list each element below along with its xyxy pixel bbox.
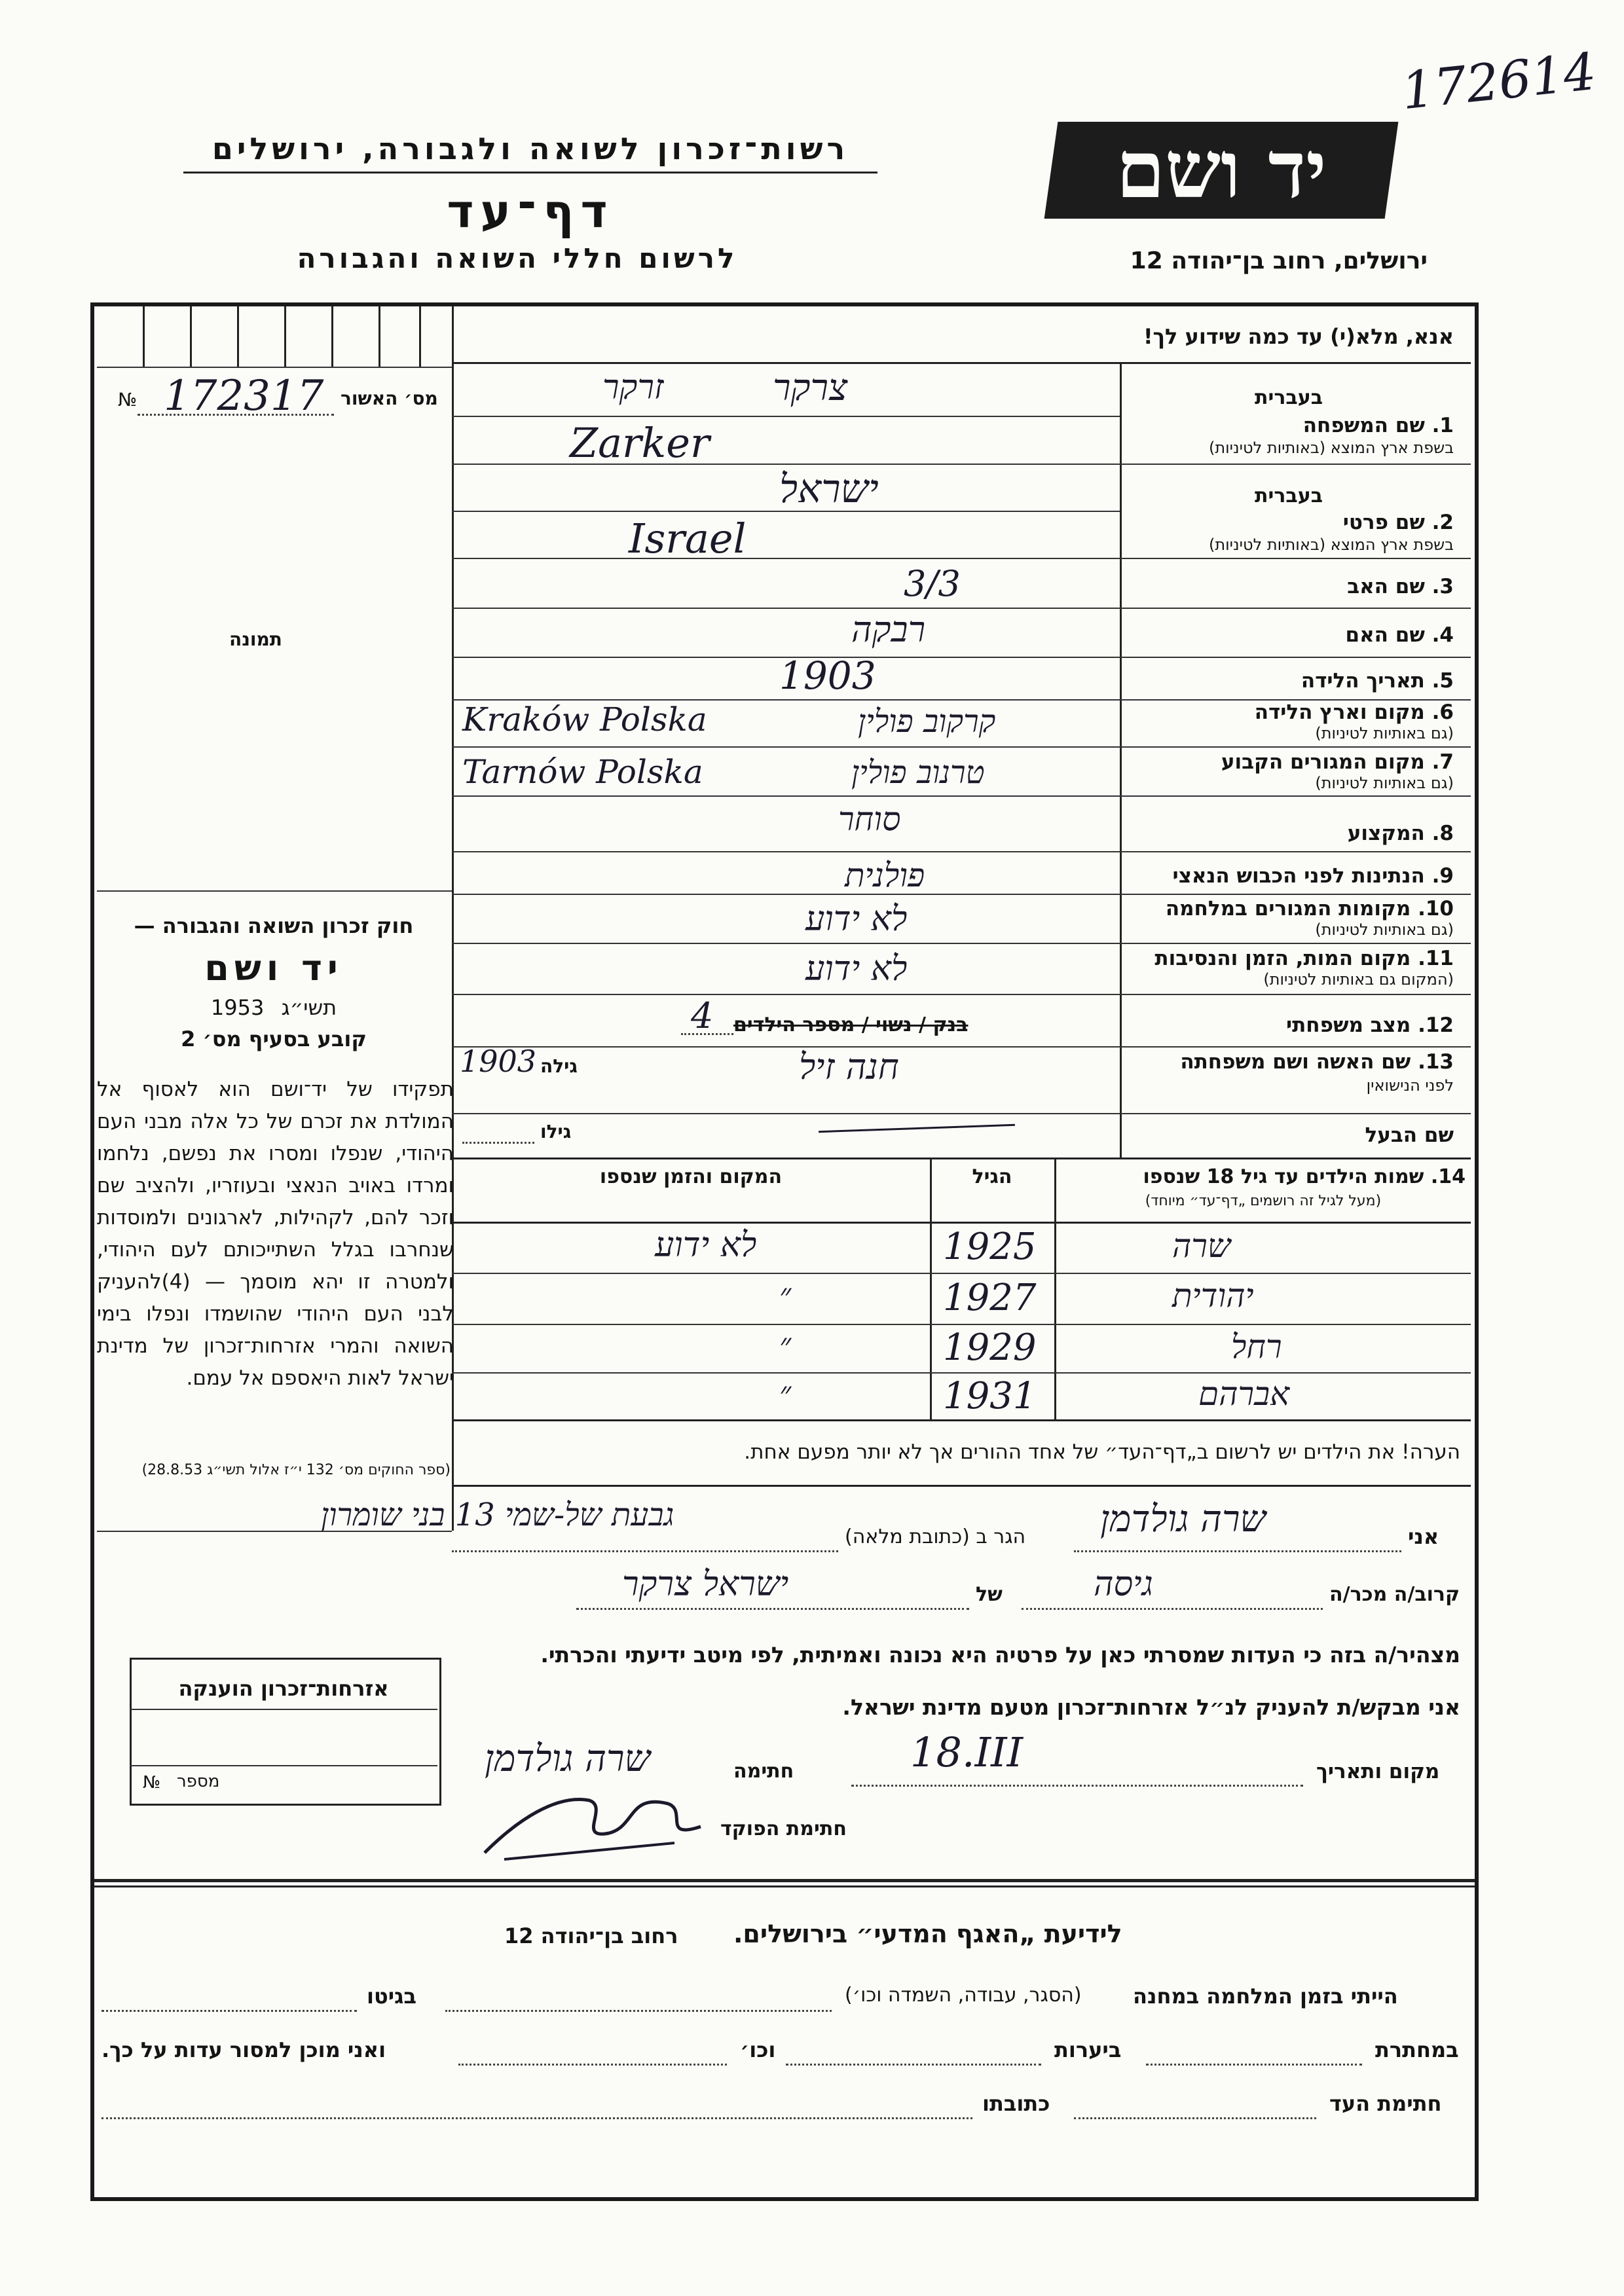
field-1-sub: בשפת ארץ המוצא (באותיות לטיניות) [1209, 439, 1454, 457]
footer-line2-dots-b [786, 2064, 1041, 2066]
of-dots [576, 1608, 969, 1610]
field-11-value: לא ידוע [805, 949, 908, 989]
law-name: יד ושם [204, 947, 343, 989]
field-5-value: 1903 [779, 653, 876, 698]
field-12-children: 4 [691, 995, 714, 1036]
footer-line2-a: במחתרת [1375, 2037, 1459, 2062]
field-4-label: 4. שם האם [1345, 623, 1454, 647]
child-1-place: לא ידוע [655, 1226, 757, 1265]
yad-vashem-logo: יד ושם [1116, 124, 1327, 216]
row-line [452, 746, 1471, 748]
law-year: 1953 [210, 995, 265, 1020]
registration-label: מס׳ האשור [341, 388, 438, 409]
field-6-latin: Kraków Polska [462, 701, 707, 738]
field-12-label: 12. מצב משפחתי [1285, 1013, 1454, 1037]
footer-rule-1 [94, 1879, 1475, 1882]
note-rule [452, 1485, 1471, 1487]
children-age-header: הגיל [972, 1165, 1012, 1188]
children-col-divider-b [1054, 1157, 1056, 1419]
row-line [452, 894, 1471, 895]
of-value: ישראל צרקר [622, 1565, 789, 1604]
stamp-number-label: מספר [177, 1772, 220, 1791]
row-line [452, 1113, 1471, 1114]
field-1-latin: Zarker [570, 419, 710, 467]
row-line [452, 851, 1471, 852]
field-6-label: 6. מקום וארץ הלידה [1254, 701, 1454, 724]
signature-value: שרה גולדמן [485, 1738, 651, 1780]
field-3-value: 3/3 [904, 563, 961, 604]
field-3-label: 3. שם האב [1347, 575, 1454, 598]
field-1-hebrew-alt: זרקר [602, 368, 664, 407]
address-value: גבעת של-שמי 13 בני שומרון [321, 1497, 674, 1533]
child-1-year: 1925 [943, 1226, 1037, 1268]
footer-line2-b: ביערות [1054, 2037, 1122, 2062]
child-4-year: 1931 [943, 1375, 1037, 1417]
field-1-label: 1. שם המשפחה [1302, 414, 1454, 437]
row-line [452, 558, 1471, 559]
child-4-place: ״ [779, 1375, 792, 1412]
authority-underline [183, 172, 877, 173]
law-body: תפקידו של יד־ושם הוא לאסוף אל המולדת את זכרם של כל אלה מבני העם היהודי, שנפלו ומסרו את נפשם, נלחמו ומרדו באויב הנאצי ובעוזריו, ולהציב שם וזכר להם, לקהילות, לארגונים ולמוסדות שנחרבו בגלל השתייכותם לעם היהודי, ולמטרה זו יהא מוסמך — (4)להעניק לבני העם היהודי שהושמדו ונפלו בימי השואה והמרי אזרחות־זכרון של מדינת ישראל לאות היאספם אל עמם. [97, 1078, 454, 1390]
footer-line2-dots-a [1146, 2064, 1362, 2066]
footer-address: רחוב בן־יהודה 12 [504, 1923, 678, 1948]
registration-no-prefix: № [118, 389, 138, 410]
children-title: 14. שמות הילדים עד גיל 18 שנספו [1143, 1165, 1466, 1188]
law-title: חוק זכרון השואה והגבורה — [134, 913, 414, 938]
law-top-rule [97, 890, 452, 892]
form-subtitle: לרשום חללי השואה והגבורה [297, 242, 738, 274]
law-source: (ספר החוקים מס׳ 132 י״ז אלול תשי״ג 28.8.53) [141, 1462, 451, 1478]
child-3-place: ״ [779, 1326, 792, 1363]
registration-number: 172317 [164, 372, 324, 420]
registration-box-tick [143, 306, 145, 367]
stamp-no-prefix: № [143, 1773, 161, 1793]
place-date-dots [851, 1785, 1303, 1787]
field-10-value: לא ידוע [805, 900, 908, 939]
field-11-label: 11. מקום המות, הזמן והנסיבות [1154, 947, 1454, 970]
field-13-age-label: גילה [540, 1055, 578, 1077]
registration-box-tick [284, 306, 286, 367]
footer-line1-c: בגיטו [367, 1984, 416, 2009]
row-line [452, 657, 1471, 658]
child-2-year: 1927 [943, 1277, 1037, 1319]
field-7-hebrew: טרנוב פולין [851, 754, 985, 791]
request-text: אני מבקש/ת להעניק לנ״ל אזרחות־זכרון מטעם מדינת ישראל. [842, 1694, 1460, 1720]
footer-line3-b: כתובתו [982, 2091, 1050, 2116]
field-9-value: פולנית [845, 856, 925, 894]
officer-label: חתימת הפוקד [720, 1817, 847, 1840]
field-13-sub: לפני הנישואין [1366, 1076, 1454, 1095]
footer-line1-dots-b [101, 2010, 357, 2012]
field-10-sub: (גם באותיות לטיניות) [1315, 920, 1454, 939]
child-2-name: יהודית [1172, 1277, 1254, 1315]
row-line [452, 1046, 1471, 1048]
footer-line2-d: ואני מוכן למסור עדות על כך. [101, 2037, 386, 2062]
field-10-label: 10. מקומות המגורים במלחמה [1165, 897, 1454, 920]
law-clause: קובע בסעיף מס׳ 2 [181, 1027, 367, 1051]
footer-line1-b: (הסגר, עבודה, השמדה וכו׳) [845, 1984, 1082, 2007]
footer-line2-c: וכו׳ [740, 2037, 776, 2062]
field-6-sub: (גם באותיות לטיניות) [1315, 724, 1454, 742]
registration-dots [138, 414, 334, 416]
field-7-label: 7. מקום המגורים הקבוע [1221, 750, 1454, 774]
signature-label: חתימה [733, 1760, 794, 1783]
stamp-title: אזרחות־זכרון הוענקה [178, 1676, 389, 1701]
husband-label: שם הבעל [1365, 1123, 1454, 1147]
field-11-sub: (המקום גם באותיות לטיניות) [1263, 970, 1454, 989]
resides-label: הגר ב (כתובת מלאה) [845, 1525, 1026, 1548]
row-line [452, 994, 1471, 995]
row-line [452, 795, 1471, 797]
children-col-divider-a [930, 1157, 932, 1419]
relation-value: גיסה [1094, 1565, 1153, 1604]
field-8-label: 8. המקצוע [1347, 822, 1454, 845]
footer-rule-2 [94, 1886, 1475, 1887]
children-subtitle: (מעל לגיל זה רושמים „דף־עד״ מיוחד) [1145, 1193, 1382, 1209]
footer-line1-a: הייתי בזמן המלחמה במחנה [1133, 1984, 1398, 2009]
field-4-value: רבקה [851, 609, 926, 650]
officer-signature [478, 1781, 714, 1866]
address-dots [452, 1550, 838, 1552]
field-5-label: 5. תאריך הלידה [1301, 669, 1454, 693]
intro-rule [452, 362, 1471, 364]
intro-text: אנא, מלא(י) עד כמה שידוע לך! [1143, 324, 1454, 349]
corner-number: 172614 [1399, 42, 1599, 122]
registration-box-tick [331, 306, 333, 367]
row-line [452, 943, 1471, 944]
field-2-sub: בשפת ארץ המוצא (באותיות לטיניות) [1209, 536, 1454, 554]
registration-box-tick [378, 306, 380, 367]
law-year-line [97, 995, 451, 1020]
children-table-bottom [452, 1419, 1471, 1421]
row-line [452, 608, 1471, 609]
child-2-place: ״ [779, 1277, 792, 1313]
field-13-age: 1903 [460, 1044, 537, 1079]
form-title: דף־עד [447, 185, 614, 238]
children-row-line [452, 1273, 1471, 1274]
children-place-header: המקום והזמן שנספו [599, 1165, 783, 1188]
footer-line3-a: חתימת העד [1329, 2091, 1442, 2116]
relation-dots [1022, 1608, 1323, 1610]
row-line [452, 416, 1120, 417]
row-line [452, 1157, 1471, 1159]
field-12-dots [681, 1033, 733, 1035]
children-row-line [452, 1324, 1471, 1325]
photo-label: תמונה [229, 629, 282, 650]
stamp-number-rule [130, 1765, 437, 1766]
children-header-rule [452, 1222, 1471, 1224]
field-7-latin: Tarnów Polska [462, 753, 703, 791]
footer-heading: לידיעת „האגף המדעי״ בירושלים. [733, 1920, 1122, 1948]
declarant-dots [1074, 1550, 1401, 1552]
field-8-value: סוחר [838, 800, 901, 838]
field-7-sub: (גם באותיות לטיניות) [1315, 774, 1454, 792]
declaration-i-label: אני [1408, 1524, 1439, 1549]
registration-box-tick [237, 306, 239, 367]
law-block [97, 913, 451, 1051]
authority-line: רשות־זכרון לשואה ולגבורה, ירושלים [212, 131, 849, 166]
child-3-name: רחל [1231, 1328, 1282, 1366]
field-12-options: בנק / נשוי / מספר הילדים [733, 1013, 969, 1036]
label-column-divider [1120, 363, 1122, 1159]
field-2-latin: Israel [629, 515, 747, 562]
registration-box-tick [190, 306, 192, 367]
child-1-name: שרה [1172, 1227, 1231, 1265]
registration-box-bottom [97, 367, 452, 368]
field-13-value: חנה זיל [799, 1046, 899, 1087]
statement-text: מצהיר/ה בזה כי העדות שמסרתי כאן על פרטיה היא נכונה ואמיתית, לפי מיטב ידיעתי והכרתי. [540, 1642, 1460, 1667]
field-1-hebrew: צרקר [773, 367, 848, 409]
place-date-label: מקום ותאריך [1316, 1760, 1440, 1783]
registration-box-tick [419, 306, 421, 367]
footer-line1-dots-a [445, 2010, 832, 2012]
law-year-he: תשי״ג [281, 995, 337, 1020]
husband-age-dots [462, 1142, 534, 1144]
footer-line3-dots-a [1074, 2117, 1316, 2119]
children-row-line [452, 1372, 1471, 1374]
husband-age-label: גילו [540, 1121, 572, 1142]
field-2-hebrew: ישראל [779, 466, 879, 512]
field-9-label: 9. הנתינות לפני הכבוש הנאצי [1172, 864, 1454, 888]
note-text: הערה! את הילדים יש לרשום ב„דף־העד״ של אחד ההורים אך לא יותר מפעם אחת. [744, 1440, 1460, 1464]
of-label: של [976, 1583, 1003, 1606]
relation-label: קרוב/ה מכר/ה [1329, 1583, 1460, 1606]
child-4-name: אברהם [1198, 1375, 1290, 1413]
footer-line3-dots-b [101, 2117, 972, 2119]
footer-line2-dots-c [458, 2064, 727, 2066]
header-address: ירושלים, רחוב בן־יהודה 12 [1130, 247, 1428, 274]
field-6-hebrew: קרקוב פולין [858, 703, 996, 740]
child-3-year: 1929 [943, 1326, 1037, 1369]
field-2-label: 2. שם פרטי [1342, 511, 1454, 534]
declarant-name: שרה גולדמן [1100, 1498, 1266, 1540]
date-value: 18.III [910, 1728, 1024, 1776]
field-2-hebrew-label: בעברית [1255, 484, 1323, 507]
field-13-label: 13. שם האשה ושם משפחתה [1180, 1050, 1454, 1074]
field-1-hebrew-label: בעברית [1255, 386, 1323, 409]
stamp-title-rule [130, 1709, 437, 1710]
